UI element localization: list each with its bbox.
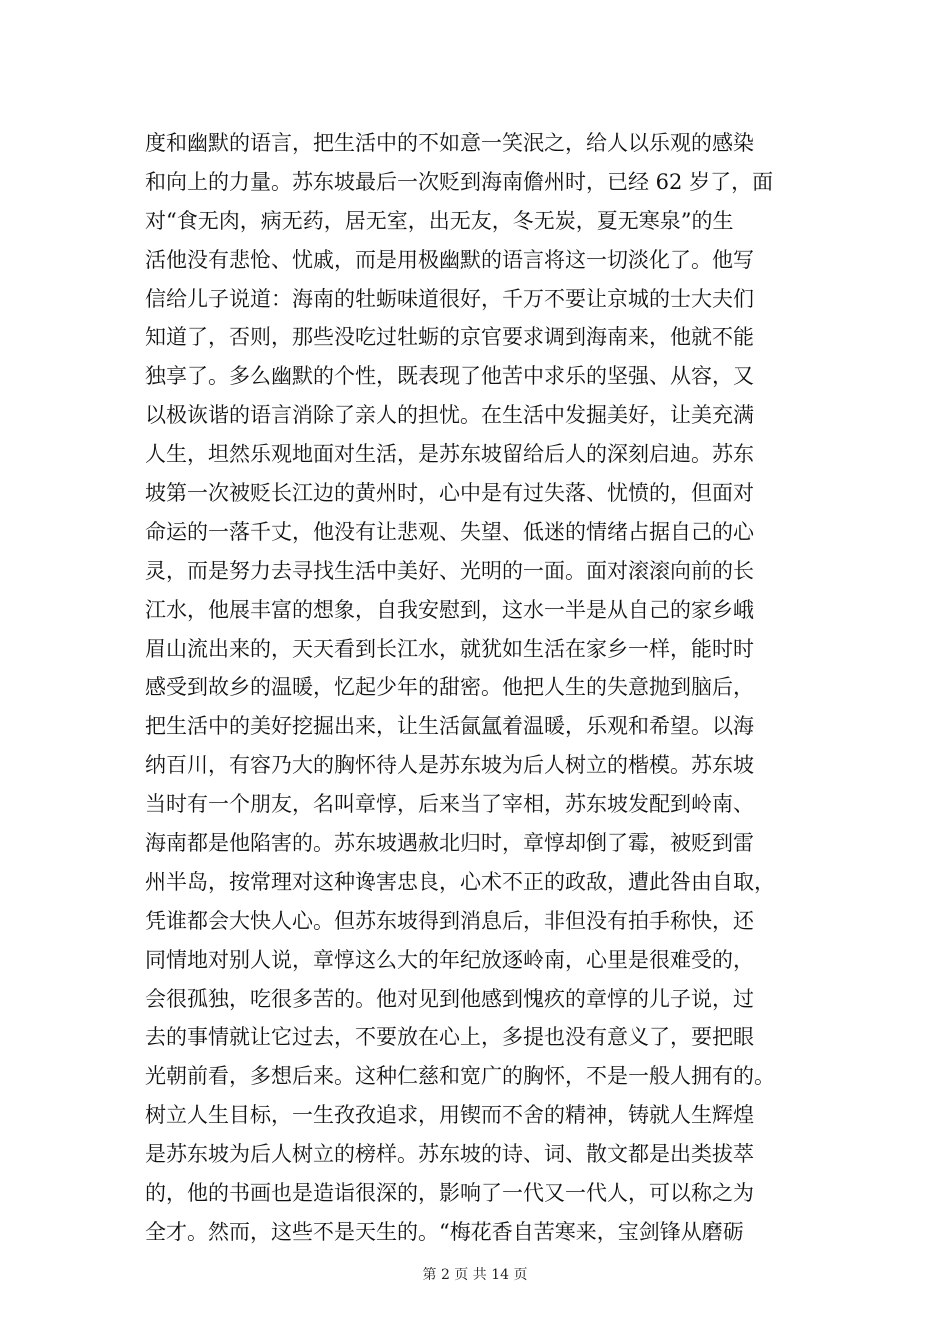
text-line: 命运的一落千丈，他没有让悲观、失望、低迷的情绪占据自己的心	[145, 519, 754, 544]
text-line: 活他没有悲怆、忧戚，而是用极幽默的语言将这一切淡化了。他写	[145, 247, 754, 272]
text-line: 州半岛，按常理对这种谗害忠良，心术不正的政敌，遭此咎由自取，	[145, 869, 775, 894]
text-line: 会很孤独，吃很多苦的。他对见到他感到愧疚的章惇的儿子说，过	[145, 986, 754, 1011]
page-number-label: 第 2 页 共 14 页	[422, 1267, 528, 1283]
text-line: 同情地对别人说，章惇这么大的年纪放逐岭南，心里是很难受的，	[145, 947, 754, 972]
text-line: 凭谁都会大快人心。但苏东坡得到消息后，非但没有拍手称快，还	[145, 908, 754, 933]
text-line: 信给儿子说道：海南的牡蛎味道很好，千万不要让京城的士大夫们	[145, 286, 754, 311]
text-line: 纳百川，有容乃大的胸怀待人是苏东坡为后人树立的楷模。苏东坡	[145, 753, 754, 778]
text-line: 的，他的书画也是造诣很深的，影响了一代又一代人，可以称之为	[145, 1181, 754, 1206]
text-line: 灵，而是努力去寻找生活中美好、光明的一面。面对滚滚向前的长	[145, 558, 754, 583]
text-line: 感受到故乡的温暖，忆起少年的甜密。他把人生的失意抛到脑后，	[145, 675, 754, 700]
page-footer	[0, 1264, 950, 1284]
text-line: 坡第一次被贬长江边的黄州时，心中是有过失落、忧愤的，但面对	[145, 481, 754, 506]
text-line: 人生，坦然乐观地面对生活，是苏东坡留给后人的深刻启迪。苏东	[145, 442, 754, 467]
text-line: 以极诙谐的语言消除了亲人的担忧。在生活中发掘美好，让美充满	[145, 403, 754, 428]
text-line: 江水，他展丰富的想象，自我安慰到，这水一半是从自己的家乡峨	[145, 597, 754, 622]
text-line: 对“食无肉，病无药，居无室，出无友，冬无炭，夏无寒泉”的生	[145, 208, 734, 233]
text-line: 眉山流出来的，天天看到长江水，就犹如生活在家乡一样，能时时	[145, 636, 754, 661]
text-line: 树立人生目标，一生孜孜追求，用锲而不舍的精神，铸就人生辉煌	[145, 1103, 754, 1128]
text-line: 度和幽默的语言，把生活中的不如意一笑泯之，给人以乐观的感染	[145, 131, 754, 155]
text-line: 是苏东坡为后人树立的榜样。苏东坡的诗、词、散文都是出类拔萃	[145, 1142, 754, 1167]
text-line: 光朝前看，多想后来。这种仁慈和宽广的胸怀，不是一般人拥有的。	[145, 1064, 775, 1089]
text-line: 独享了。多么幽默的个性，既表现了他苦中求乐的坚强、从容，又	[145, 364, 754, 389]
body-text	[145, 124, 815, 1252]
text-line: 当时有一个朋友，名叫章惇，后来当了宰相，苏东坡发配到岭南、	[145, 792, 754, 817]
text-line: 海南都是他陷害的。苏东坡遇赦北归时，章惇却倒了霉，被贬到雷	[145, 831, 754, 856]
text-line: 去的事情就让它过去，不要放在心上，多提也没有意义了，要把眼	[145, 1025, 754, 1050]
text-line: 把生活中的美好挖掘出来，让生活氤氲着温暖，乐观和希望。以海	[145, 714, 754, 739]
text-line: 和向上的力量。苏东坡最后一次贬到海南儋州时，已经 62 岁了，面	[145, 169, 774, 194]
text-line: 知道了，否则，那些没吃过牡蛎的京官要求调到海南来，他就不能	[145, 325, 754, 350]
text-line: 全才。然而，这些不是天生的。“梅花香自苦寒来，宝剑锋从磨砺	[145, 1219, 744, 1244]
